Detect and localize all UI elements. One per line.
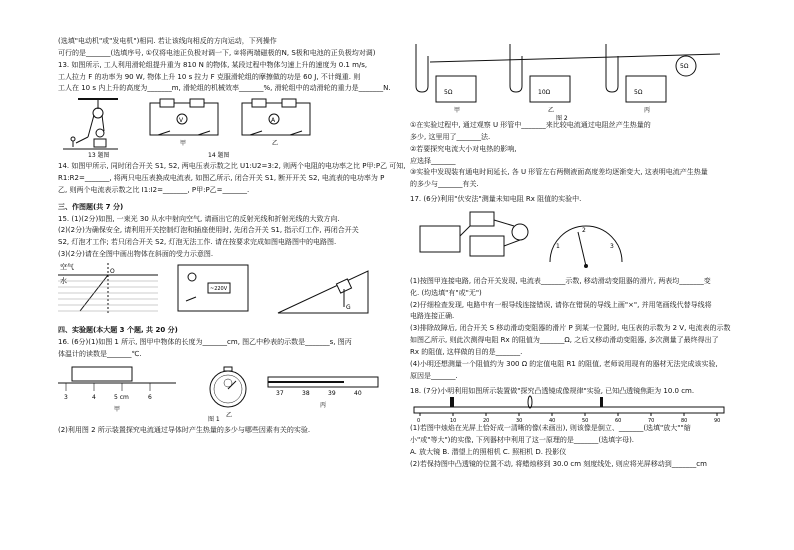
q18-line-2: 小"或"等大")的实像, 下列器材中利用了这一原理的是_______(选填字母). — [410, 436, 635, 445]
q16-cont-4: 应选择_______ — [410, 156, 456, 165]
fig15-mains-label: ~220V — [210, 285, 228, 292]
ruler-tick-5: 5 cm — [114, 393, 129, 401]
fig2-caption: 图 2 — [556, 115, 568, 122]
q15-line-2: (2)(2分)为确保安全, 请利用开关控制灯泡和插座使用时, 先闭合开关 S1, 指示灯工作, 再闭合开关 — [58, 226, 359, 235]
q18-title: 18. (7分)小明利用如图所示装置做"探究凸透镜成像规律"实验, 已知凸透镜焦距为 10.0 cm. — [410, 386, 695, 395]
q16-cont-1: ①在实验过程中, 通过观察 U 形管中_______来比较电流通过电阻丝产生热量的 — [410, 121, 651, 129]
fig15-air-label: 空气 — [60, 262, 74, 271]
q13-line-1: 13. 如图所示, 工人利用滑轮组提升重为 810 N 的物体, 某段过程中物体匀速上升的速度为 0.1 m/s, — [58, 60, 368, 69]
q17-line-5: (3)排除故障后, 闭合开关 S 移动滑动变阻器的滑片 P 到某一位置时, 电压表的示数为 2 V, 电流表的示数 — [410, 324, 731, 333]
figure-13-14 — [58, 95, 388, 160]
q14-line-2: R1:R2=_______, 将两只电压表换成电流表, 如图乙所示, 闭合开关 S1, 断开开关 S2, 电流表的电功率为 P — [58, 174, 385, 183]
meter-tick-3: 3 — [610, 242, 614, 250]
optical-bench — [410, 397, 740, 423]
q13-line-3: 工人在 10 s 内上升的高度为_______m, 滑轮组的机械效率_______%, 滑轮组中的动滑轮的重力是_______N. — [58, 84, 391, 93]
fig14-label-jia: 甲 — [180, 140, 187, 148]
q16-cont-6: 的多少与_______有关. — [410, 180, 479, 189]
figure-18-optical-bench — [410, 397, 740, 423]
bench-tick-label: 10 — [450, 418, 457, 425]
q12-line-1: (选填"电动机"或"发电机")相同. 若让该线向相反的方向运动，下列操作 — [58, 37, 277, 45]
resistor-label-2: 10Ω — [538, 89, 551, 96]
q16-line-3: (2)利用图 2 所示装置探究电流通过导体时产生热量的多少与哪些因素有关的实验. — [58, 425, 311, 434]
optics-circuit-incline-figures — [58, 261, 388, 319]
meter-tick-1: 1 — [556, 242, 560, 250]
q17-line-8: (4)小明还想测量一个阻值约为 300 Ω 的定值电阻 R1 的阻值, 老师说用现有的器材无法完成该实验, — [410, 359, 718, 368]
q16-line-2: 体温计的读数是_______℃. — [58, 349, 142, 358]
fig14-label-yi: 乙 — [272, 140, 279, 148]
q17-line-3: (2)仔细检查发现, 电路中有一根导线连接错误, 请你在错误的导线上画"×", 并用笔画线代替导线将 — [410, 300, 712, 309]
fig15-water-label: 水 — [60, 276, 67, 285]
left-column — [58, 36, 406, 436]
fig16-jia: 甲 — [114, 405, 121, 413]
q13-line-2: 工人拉力 F 的功率为 90 W, 物体上升 10 s 拉力 F 克服滑轮组的摩擦做的功是 60 J, 不计绳重. 则 — [58, 72, 361, 81]
meter-tick-2: 2 — [582, 226, 586, 234]
bench-tick-label: 80 — [681, 418, 688, 425]
fig2-label-yi: 乙 — [548, 107, 555, 114]
resistor-label-4: 5Ω — [680, 63, 689, 70]
thermo-tick-38: 38 — [302, 389, 310, 397]
figure-16-1 — [58, 361, 388, 423]
fig2-label-jia: 甲 — [454, 107, 461, 114]
q14-line-3: 乙, 则两个电流表示数之比 I1:I2=_______, P甲:P乙=_______. — [58, 185, 250, 194]
pulley-and-circuit-figures — [58, 95, 388, 160]
q15-line-3: S2, 灯泡才工作; 若只闭合开关 S2, 灯泡无法工作. 请在按要求完成如图电路图中的电路图. — [58, 238, 337, 247]
circuit-and-ammeter — [410, 206, 740, 276]
resistor-label-1: 5Ω — [444, 89, 453, 96]
q17-line-1: (1)按图甲连接电路, 闭合开关发现, 电流表_______示数, 移动滑动变阻器的滑片, 两表均_______变 — [410, 276, 711, 285]
thermo-tick-39: 39 — [328, 389, 336, 397]
fig2-label-bing: 丙 — [644, 107, 651, 114]
q18-line-1: (1)若图中烛焰在光屏上恰好成一清晰的像(未画出), 则该像是倒立、_______(选填"放大""缩 — [410, 424, 691, 433]
fig16-caption: 图 1 — [208, 415, 220, 423]
q17-line-2: 化. (均选填"有"或"无") — [410, 288, 482, 297]
q12-line-2: 可行的是_______(选填序号, ①仅将电池正负极对调一下, ②将两端磁极的N, S极和电池的正负极均对调) — [58, 48, 376, 57]
ruler-stopwatch-thermometer — [58, 361, 388, 423]
fig16-bing: 丙 — [320, 401, 327, 409]
bench-tick-label: 0 — [417, 418, 421, 425]
q16-cont-3: ②若要探究电流大小对电热的影响, — [410, 144, 517, 153]
fig16-yi: 乙 — [226, 411, 233, 419]
right-column — [410, 36, 740, 471]
figure-15 — [58, 261, 388, 319]
figure-2-u-tubes — [410, 36, 740, 120]
resistor-label-3: 5Ω — [634, 89, 643, 96]
thermo-tick-37: 37 — [276, 389, 284, 397]
q15-line-4: (3)(2分)请在全图中画出物体在斜面的受力示意图. — [58, 250, 214, 259]
fig14-caption: 14 题图 — [208, 152, 230, 160]
fig13-caption: 13 题图 — [88, 152, 110, 160]
section-3-heading: 三、作图题(共 7 分) — [58, 202, 124, 211]
q17-line-9: 原因是_______. — [410, 371, 458, 380]
thermo-tick-40: 40 — [354, 389, 362, 397]
q17-line-7: Rx 的阻值, 这样做的目的是_______. — [410, 347, 523, 356]
bench-tick-label: 70 — [648, 418, 655, 425]
section-4-heading: 四、实验题(本大题 3 个题, 共 20 分) — [58, 325, 178, 334]
q14-line-1: 14. 如图甲所示, 同时闭合开关 S1, S2, 两电压表示数之比 U1:U2=3:2, 则两个电阻的电功率之比 P甲:P乙 可知, — [58, 162, 406, 171]
bench-tick-label: 60 — [615, 418, 622, 425]
fig15-G-label: G — [346, 303, 351, 311]
q16-cont-2: 多少, 这里用了_______法. — [410, 132, 491, 141]
figure-17 — [410, 206, 740, 276]
bench-tick-label: 40 — [549, 418, 556, 425]
ruler-tick-3: 3 — [64, 393, 68, 401]
bench-tick-label: 20 — [483, 418, 490, 425]
bench-tick-label: 50 — [582, 418, 589, 425]
q18-options: A. 放大镜 B. 潜望上的照相机 C. 照相机 D. 投影仪 — [410, 448, 567, 457]
q17-line-4: 电路连接正确. — [410, 312, 455, 321]
q16-line-1: 16. (6分)(1)如图 1 所示, 图甲中物体的长度为_______cm, 图乙中秒表的示数是_______s, 图丙 — [58, 337, 352, 346]
q17-line-6: 如图乙所示, 则此次测得电阻 Rx 的阻值为_______Ω, 之后又移动滑动变阻器, 多次测量了最终得出了 — [410, 336, 719, 345]
q17-title: 17. (6分)利用"伏安法"测量未知电阻 Rx 阻值的实验中. — [410, 195, 582, 204]
bench-tick-label: 90 — [714, 418, 721, 425]
q15-line-1: 15. (1)(2分)如图, 一束光 30 从水中射向空气, 请画出它的反射光线和折射光线的大致方向. — [58, 214, 340, 223]
ruler-tick-6: 6 — [148, 393, 152, 401]
fig15-O-label: O — [110, 267, 115, 275]
svg-text:A: A — [271, 117, 276, 125]
ruler-tick-4: 4 — [92, 393, 96, 401]
bench-tick-label: 30 — [516, 418, 523, 425]
q18-line-3: (2)若保持图中凸透镜的位置不动, 将蜡烛移到 30.0 cm 刻度线处, 则应将光屏移动到_______cm — [410, 459, 707, 468]
svg-text:V: V — [179, 117, 184, 125]
u-tube-apparatus — [410, 36, 740, 120]
q16-cont-5: ③实验中发现装有通电时间延长, 各 U 形管左右两侧液面高度差均逐渐变大, 这表明电流产生热量 — [410, 168, 708, 177]
